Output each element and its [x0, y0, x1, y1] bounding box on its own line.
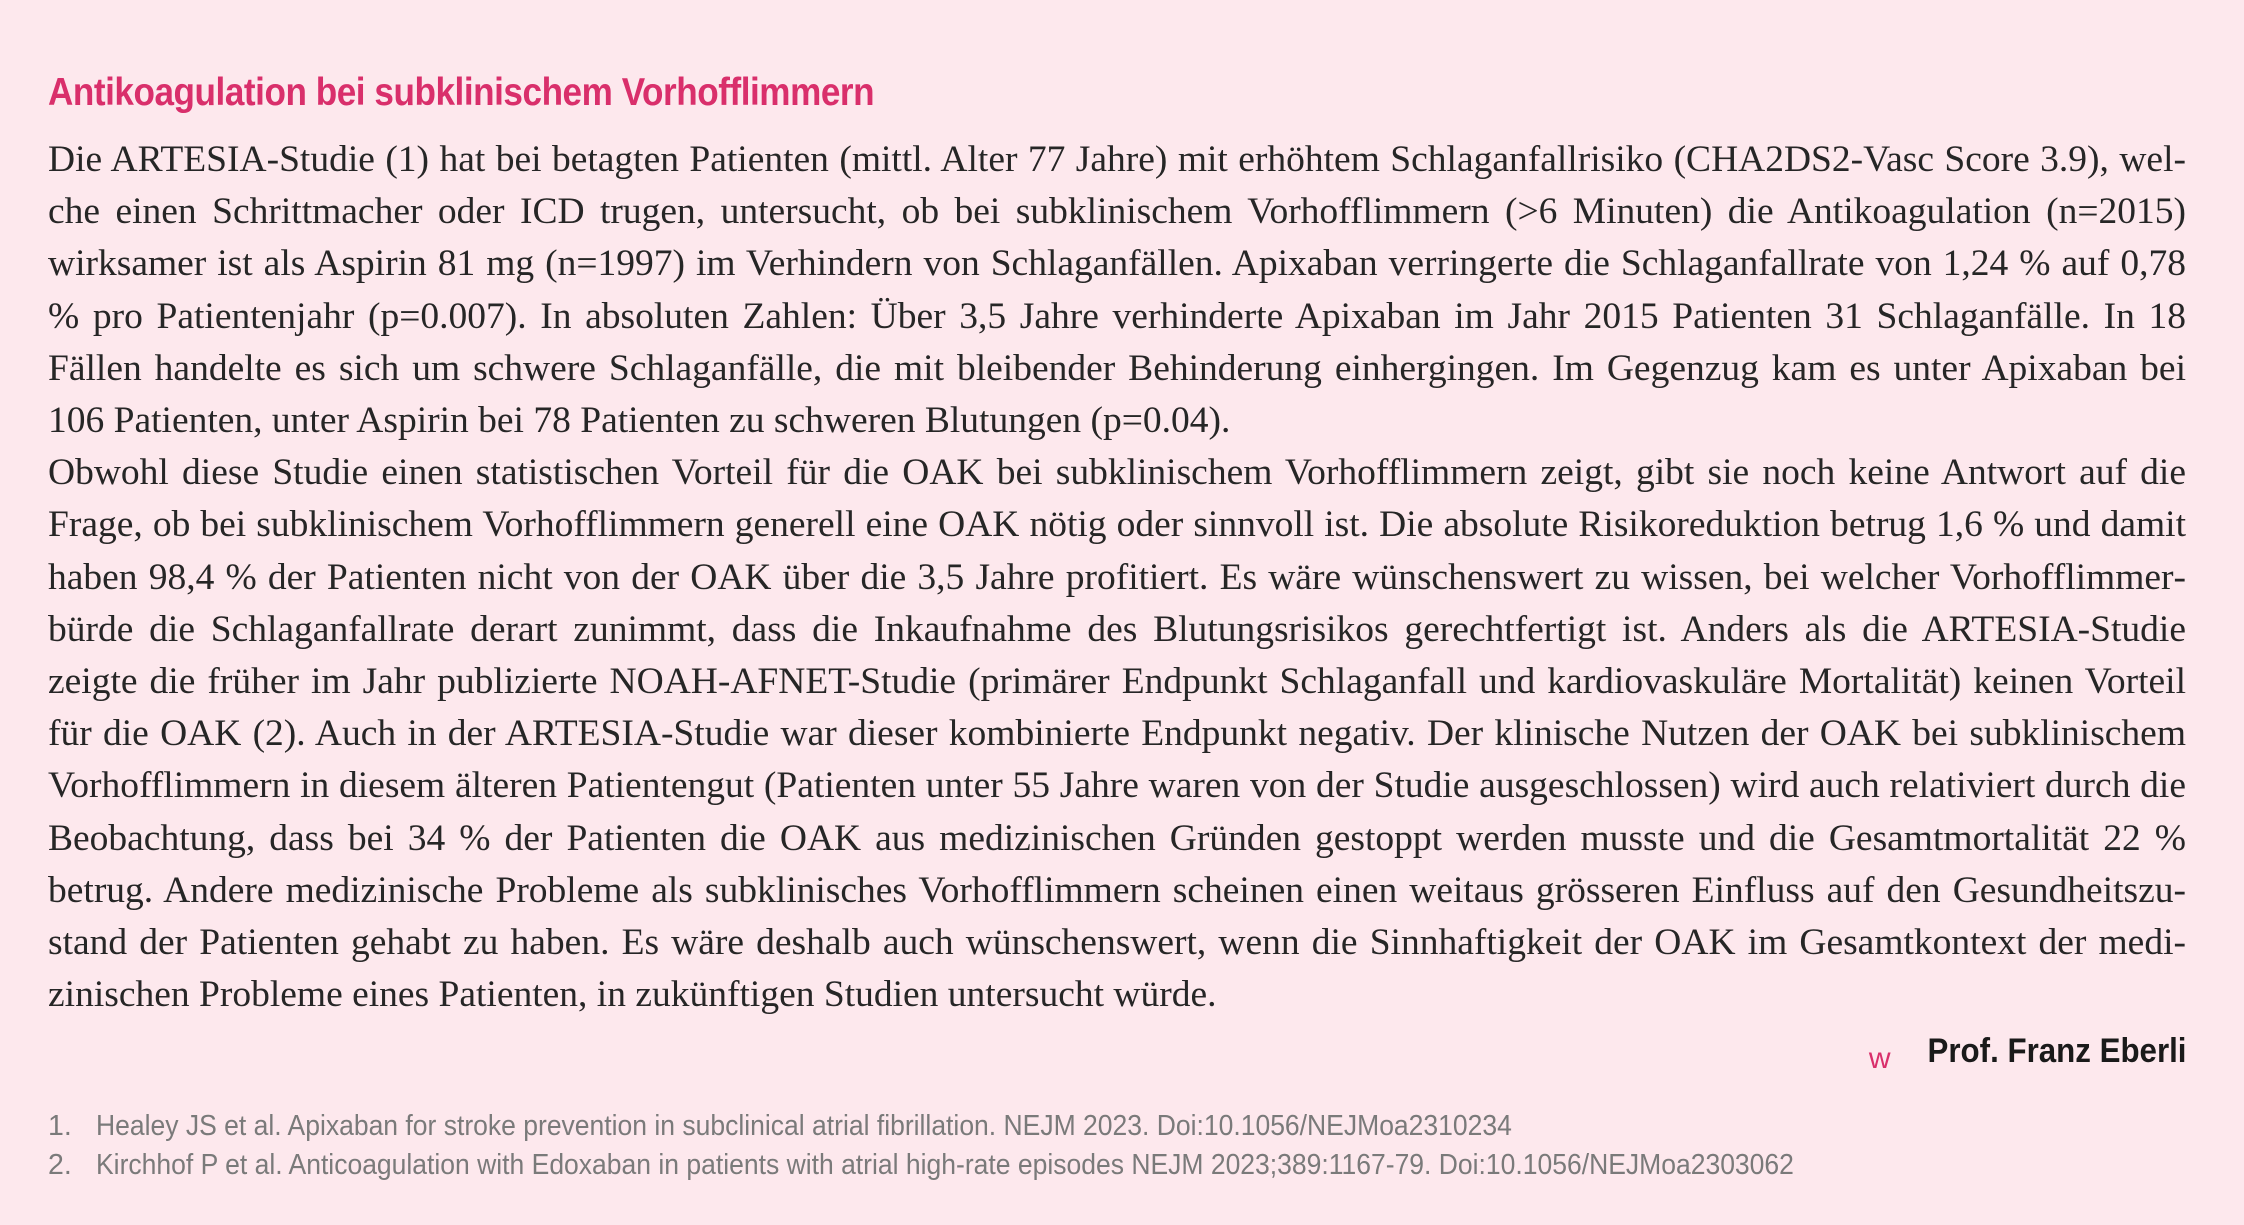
article-body [48, 134, 2186, 1021]
author-name: Prof. Franz Eberli [1927, 1032, 2186, 1071]
reference-text: Healey JS et al. Apixaban for stroke prevention in subclinical atrial fibrillation. NEJM 2023. Doi:10.1056/NEJMoa2310234 [96, 1110, 1512, 1143]
signature-mark: w [1868, 1042, 1891, 1076]
reference-item [48, 1107, 2186, 1146]
article-title: Antikoagulation bei subklinischem Vorhofflimmern [48, 71, 875, 114]
reference-number: 2. [48, 1149, 72, 1182]
reference-text: Kirchhof P et al. Anticoagulation with Edoxaban in patients with atrial high-rate episodes NEJM 2023;389:1167-79. Doi:10.1056/NEJMoa2303062 [96, 1149, 1794, 1182]
author-signature [48, 1025, 2186, 1079]
body-paragraph-2: Obwohl diese Studie einen statistischen Vorteil für die OAK bei subklinischem Vorhofflimmern zeigt, gibt sie noch keine Antwort auf die Frage, ob bei subklinischem Vorhofflimmern generell eine OAK nötig oder sinnvoll ist. Die absolute Risikoreduktion betrug 1,6 % und damit haben 98,4 % der Patienten nicht von der OAK über die 3,5 Jahre profitiert. Es wäre wünschenswert zu wissen, bei welcher Vorhofflimmerbürde die Schlaganfallrate derart zunimmt, dass die Inkaufnahme des Blutungsrisikos gerechtfertigt ist. Anders als die ARTESIA-Studie zeigte die früher im Jahr publizierte NOAH-AFNET-Studie (primärer Endpunkt Schlaganfall und kardiovaskuläre Mortalität) keinen Vorteil für die OAK (2). Auch in der ARTESIA-Studie war dieser kombinierte Endpunkt negativ. Der klinische Nutzen der OAK bei subklinischem Vorhofflimmern in diesem älteren Patientengut (Patienten unter 55 Jahre waren von der Studie ausgeschlossen) wird auch relativiert durch die Beobachtung, dass bei 34 % der Patienten die OAK aus medizinischen Gründen gestoppt werden musste und die Gesamtmortalität 22 % betrug. Andere medizinische Probleme als subklinisches Vorhofflimmern scheinen einen weitaus grösseren Einfluss auf den Gesundheitszustand der Patienten gehabt zu haben. Es wäre deshalb auch wünschenswert, wenn die Sinnhaftigkeit der OAK im Gesamtkontext der medizinischen Probleme eines Patienten, in zukünftigen Studien untersucht würde. [48, 452, 2186, 1016]
body-paragraph-1: Die ARTESIA-Studie (1) hat bei betagten Patienten (mittl. Alter 77 Jahre) mit erhöhtem Schlaganfallrisiko (CHA2DS2-Vasc Score 3.9), welche einen Schrittmacher oder ICD trugen, untersucht, ob bei subklinischem Vorhofflimmern (>6 Minuten) die Antikoagulation (n=2015) wirksamer ist als Aspirin 81 mg (n=1997) im Verhindern von Schlaganfällen. Apixaban verringerte die Schlaganfallrate von 1,24 % auf 0,78 % pro Patientenjahr (p=0.007). In absoluten Zahlen: Über 3,5 Jahre verhinderte Apixaban im Jahr 2015 Patienten 31 Schlaganfälle. In 18 Fällen handelte es sich um schwere Schlaganfälle, die mit bleibender Behinderung einhergingen. Im Gegenzug kam es unter Apixaban bei 106 Patienten, unter Aspirin bei 78 Patienten zu schweren Blutungen (p=0.04). [48, 139, 2186, 442]
reference-number: 1. [48, 1110, 72, 1143]
reference-item [48, 1146, 2186, 1185]
reference-list [48, 1107, 2186, 1185]
